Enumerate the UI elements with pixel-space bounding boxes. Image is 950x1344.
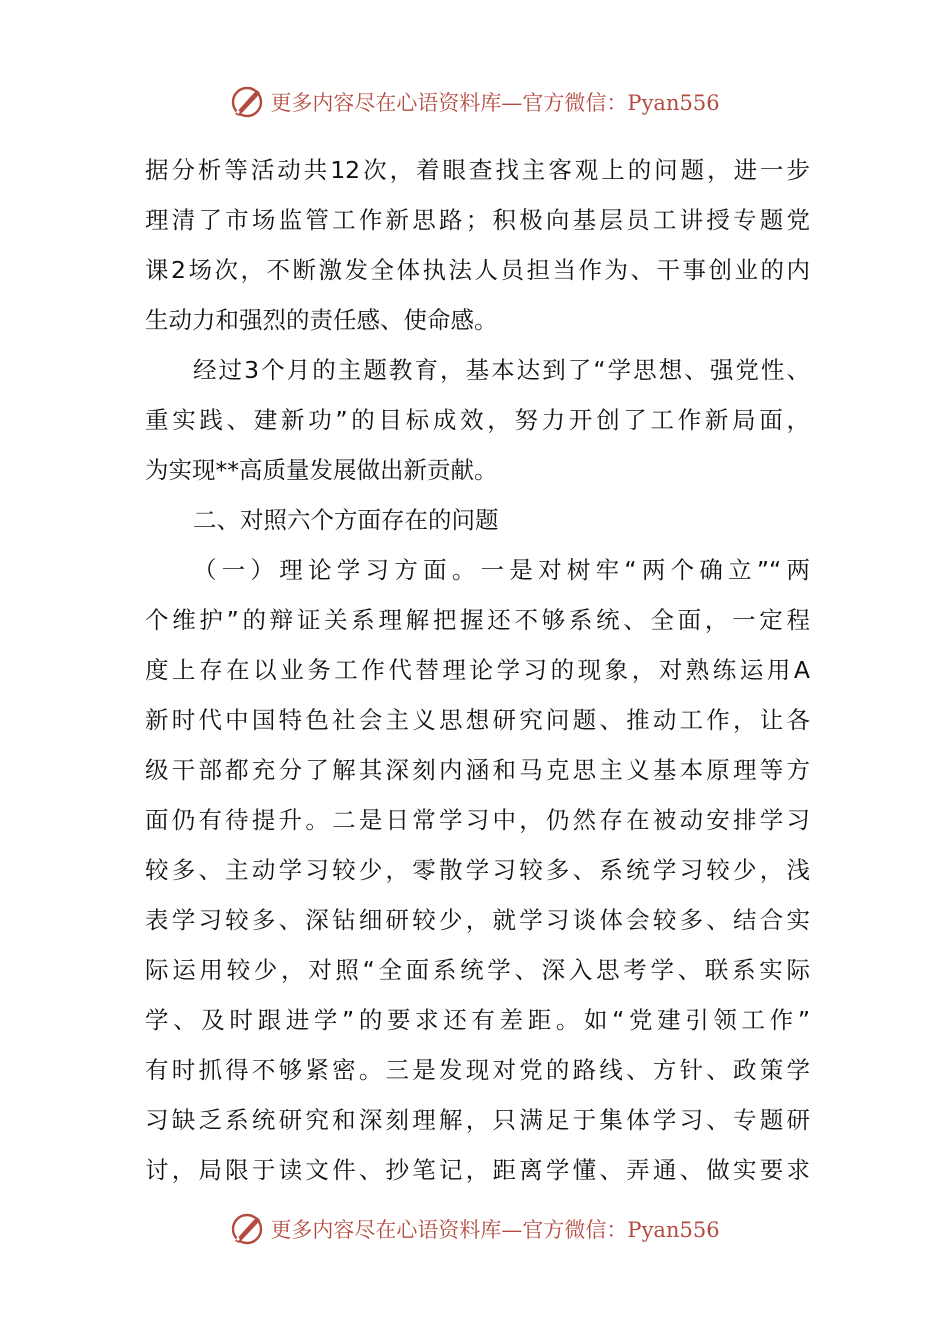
footer-watermark-banner xyxy=(0,1209,950,1249)
document-body xyxy=(145,145,810,1195)
body-line: 际运用较少，对照“全面系统学、深入思考学、联系实际 xyxy=(145,956,810,984)
body-line: 新时代中国特色社会主义思想研究问题、推动工作，让各 xyxy=(145,706,810,734)
body-line: 据分析等活动共12次，着眼查找主客观上的问题，进一步 xyxy=(145,156,810,184)
body-line: 学、及时跟进学”的要求还有差距。如“党建引领工作” xyxy=(145,1006,810,1034)
body-line: 讨，局限于读文件、抄笔记，距离学懂、弄通、做实要求 xyxy=(145,1156,810,1184)
pen-nib-logo-icon xyxy=(230,1212,264,1246)
body-line: 较多、主动学习较少，零散学习较多、系统学习较少，浅 xyxy=(145,856,810,884)
body-line: 级干部都充分了解其深刻内涵和马克思主义基本原理等方 xyxy=(145,756,810,784)
body-line: 个维护”的辩证关系理解把握还不够系统、全面，一定程 xyxy=(145,606,810,634)
body-line: （一）理论学习方面。一是对树牢“两个确立”“两 xyxy=(193,556,810,584)
header-banner-text: 更多内容尽在心语资料库—官方微信：Pyan556 xyxy=(270,91,720,115)
body-line: 重实践、建新功”的目标成效，努力开创了工作新局面， xyxy=(145,406,810,434)
body-line: 生动力和强烈的责任感、使命感。 xyxy=(145,306,498,334)
body-line: 有时抓得不够紧密。三是发现对党的路线、方针、政策学 xyxy=(145,1056,810,1084)
body-line: 课2场次，不断激发全体执法人员担当作为、干事创业的内 xyxy=(145,256,810,284)
body-line: 为实现**高质量发展做出新贡献。 xyxy=(145,456,498,484)
body-line: 习缺乏系统研究和深刻理解，只满足于集体学习、专题研 xyxy=(145,1106,810,1134)
body-line: 度上存在以业务工作代替理论学习的现象，对熟练运用A xyxy=(145,656,810,684)
body-line: 理清了市场监管工作新思路；积极向基层员工讲授专题党 xyxy=(145,206,810,234)
footer-banner-text: 更多内容尽在心语资料库—官方微信：Pyan556 xyxy=(270,1218,720,1242)
section-heading: 二、对照六个方面存在的问题 xyxy=(193,506,499,534)
body-line: 表学习较多、深钻细研较少，就学习谈体会较多、结合实 xyxy=(145,906,810,934)
body-line: 面仍有待提升。二是日常学习中，仍然存在被动安排学习 xyxy=(145,806,810,834)
pen-nib-logo-icon xyxy=(230,85,264,119)
body-line: 经过3个月的主题教育，基本达到了“学思想、强党性、 xyxy=(193,356,810,384)
header-watermark-banner xyxy=(0,82,950,122)
